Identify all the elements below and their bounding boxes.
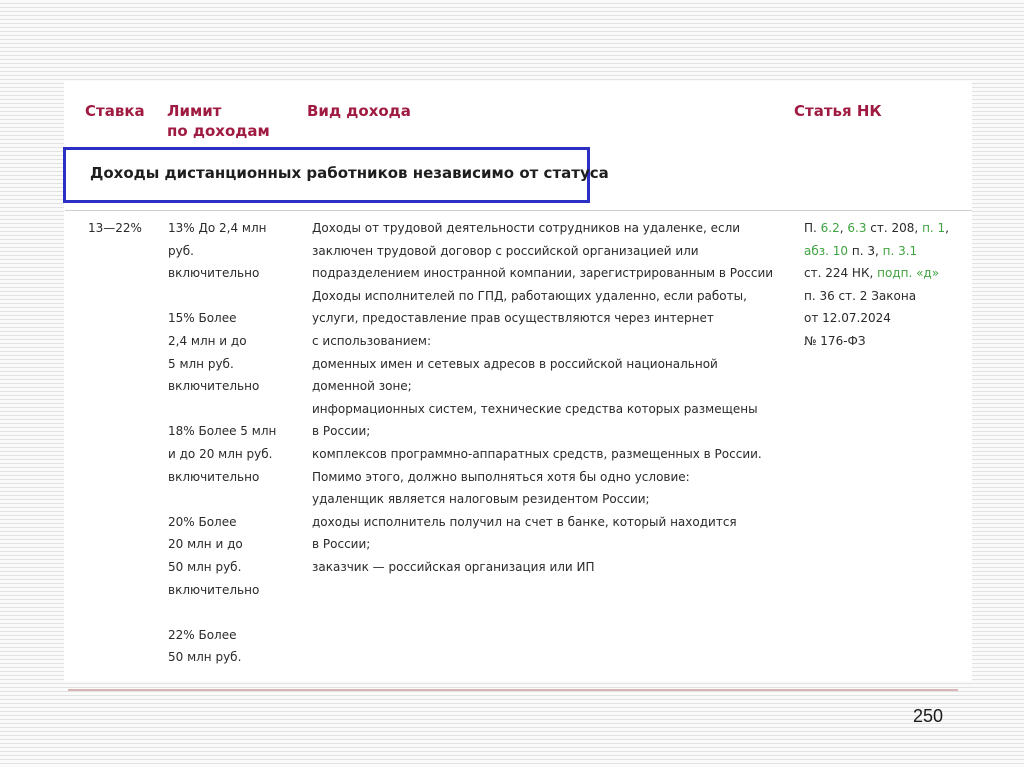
link-article-6-2[interactable]: 6.2	[820, 221, 840, 235]
limit-line: включительно	[168, 582, 260, 597]
description-line: подразделением иностранной компании, зарегистрированным в России	[312, 266, 774, 281]
link-article-6-3[interactable]: 6.3	[847, 221, 867, 235]
limit-line: включительно	[168, 469, 260, 484]
section-highlight-box	[63, 147, 609, 203]
limit-line: 13% До 2,4 млн	[168, 221, 267, 235]
column-header-income-type: Вид дохода	[307, 102, 411, 120]
limit-tier	[168, 307, 288, 397]
column-header-limit	[167, 101, 287, 141]
article-line: от 12.07.2024	[804, 311, 891, 326]
limit-line: 2,4 млн и до	[168, 333, 247, 348]
limit-line: 15% Более	[168, 311, 237, 326]
limit-line: 22% Более	[168, 627, 237, 642]
description-line: заключен трудовой договор с российской организацией или	[312, 243, 699, 258]
link-clause-3-1[interactable]: п. 3.1	[882, 243, 918, 258]
description-line: Помимо этого, должно выполняться хотя бы одно условие:	[312, 469, 690, 484]
limit-line: руб.	[168, 243, 194, 258]
footer-divider	[68, 689, 958, 691]
link-subclause-d[interactable]: подп. «д»	[877, 266, 940, 281]
limit-tier	[168, 624, 288, 669]
section-title: Доходы дистанционных работников независимо от статуса	[90, 164, 609, 182]
limit-line: 20% Более	[168, 514, 237, 529]
limit-line: 50 млн руб.	[168, 650, 242, 665]
description-line: доходы исполнитель получил на счет в банке, который находится	[312, 514, 737, 529]
link-clause-1[interactable]: п. 1	[922, 221, 946, 235]
limit-line: включительно	[168, 379, 260, 394]
article-line	[804, 217, 964, 240]
description-line: удаленщик является налоговым резидентом России;	[312, 492, 650, 507]
limit-line: включительно	[168, 266, 260, 281]
column-header-limit-line2: по доходам	[167, 122, 270, 140]
description-line: Доходы исполнителей по ГПД, работающих удаленно, если работы,	[312, 288, 747, 303]
description-line: в России;	[312, 537, 371, 552]
tax-article-cell	[804, 217, 964, 353]
description-line: услуги, предоставление прав осуществляются через интернет	[312, 311, 714, 326]
limit-tier	[168, 511, 288, 601]
description-line: Доходы от трудовой деятельности сотрудников на удаленке, если	[312, 221, 741, 235]
link-paragraph-10[interactable]: абз. 10	[804, 243, 849, 258]
description-line: в России;	[312, 424, 371, 439]
column-header-limit-line1: Лимит	[167, 102, 222, 120]
article-text: ст. 224 НК,	[804, 266, 878, 281]
description-line: информационных систем, технические средства которых размещены	[312, 401, 758, 416]
article-text: П.	[804, 221, 821, 235]
column-header-rate: Ставка	[85, 102, 145, 120]
limit-line: 50 млн руб.	[168, 559, 242, 574]
description-line: доменных имен и сетевых адресов в российской национальной	[312, 356, 718, 371]
section-divider	[65, 210, 972, 211]
limit-tier	[168, 420, 288, 488]
article-line	[804, 262, 964, 285]
article-text: ,	[839, 221, 848, 235]
description-line: заказчик — российская организация или ИП	[312, 559, 595, 574]
article-line: п. 36 ст. 2 Закона	[804, 288, 917, 303]
limit-line: 20 млн и до	[168, 537, 243, 552]
article-text: ,	[945, 221, 949, 235]
article-text: п. 3,	[848, 243, 883, 258]
limit-cell	[168, 217, 288, 691]
income-description-cell	[312, 217, 782, 579]
limit-line: 5 млн руб.	[168, 356, 234, 371]
page-number: 250	[913, 706, 944, 726]
column-header-tax-article: Статья НК	[794, 102, 882, 120]
article-line	[804, 240, 964, 263]
article-line: № 176-ФЗ	[804, 333, 866, 348]
limit-line: 18% Более 5 млн	[168, 424, 277, 439]
description-line: комплексов программно-аппаратных средств, размещенных в России.	[312, 446, 762, 461]
article-text: ст. 208,	[866, 221, 923, 235]
description-line: с использованием:	[312, 333, 432, 348]
limit-line: и до 20 млн руб.	[168, 446, 273, 461]
limit-tier	[168, 217, 288, 285]
rate-cell: 13—22%	[88, 221, 142, 235]
description-line: доменной зоне;	[312, 379, 412, 394]
